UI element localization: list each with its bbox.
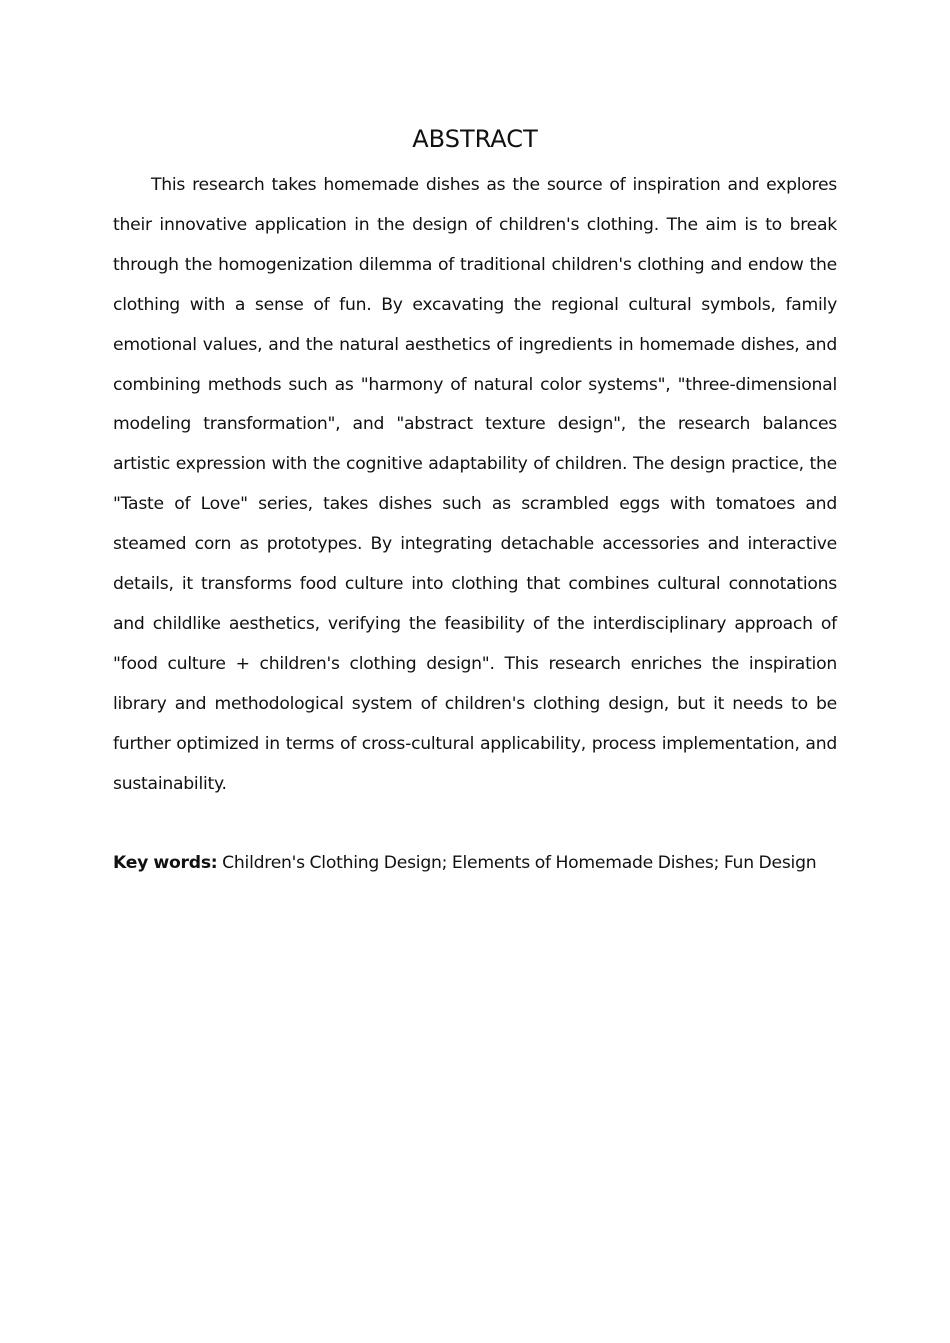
page-title: ABSTRACT <box>412 125 538 153</box>
keywords-line <box>113 844 837 884</box>
keywords-label: Key words: <box>113 853 218 873</box>
abstract-paragraph: This research takes homemade dishes as the source of inspiration and explores their innovative application in the design of children's clothing. The aim is to break through the homogenization dilemma of traditional children's clothing and endow the clothing with a sense of fun. By excavating the regional cultural symbols, family emotional values, and the natural aesthetics of ingredients in homemade dishes, and combining methods such as "harmony of natural color systems", "three-dimensional modeling transformation", and "abstract texture design", the research balances artistic expression with the cognitive adaptability of children. The design practice, the "Taste of Love" series, takes dishes such as scrambled eggs with tomatoes and steamed corn as prototypes. By integrating detachable accessories and interactive details, it transforms food culture into clothing that combines cultural connotations and childlike aesthetics, verifying the feasibility of the interdisciplinary approach of "food culture + children's clothing design". This research enriches the inspiration library and methodological system of children's clothing design, but it needs to be further optimized in terms of cross-cultural applicability, process implementation, and sustainability. <box>113 175 837 794</box>
keywords-text: Children's Clothing Design; Elements of Homemade Dishes; Fun Design <box>222 853 817 873</box>
